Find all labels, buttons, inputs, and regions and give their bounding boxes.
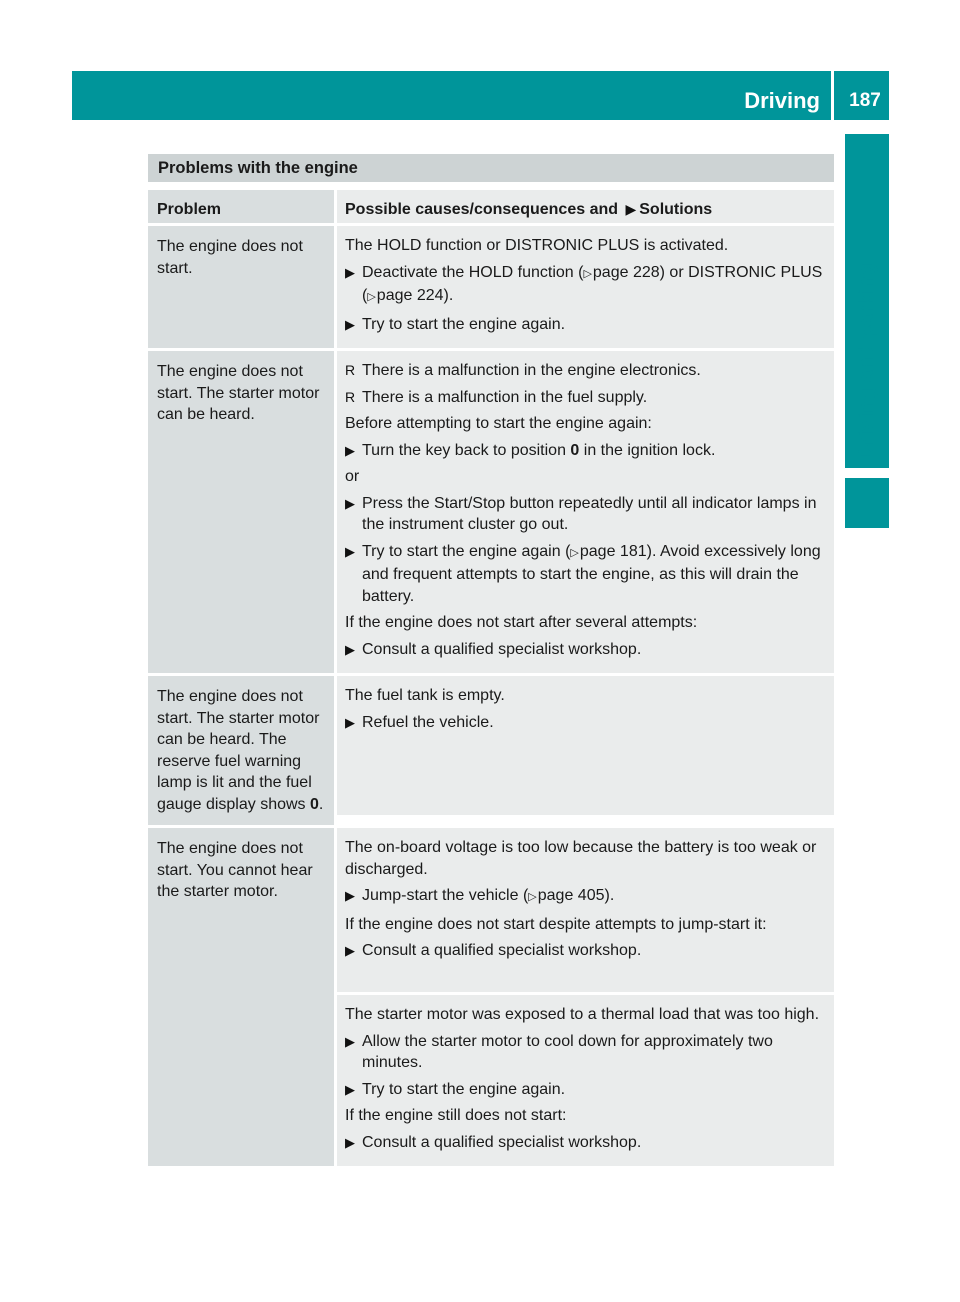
action-text	[362, 541, 828, 608]
cause-bullet-item	[345, 360, 828, 382]
action-item	[345, 1079, 828, 1101]
cause-text: The starter motor was exposed to a thermal load that was too high.	[345, 1006, 820, 1023]
cause-text: If the engine still does not start:	[345, 1107, 567, 1124]
cause-text: The fuel tank is empty.	[345, 687, 505, 704]
action-item	[345, 314, 828, 336]
bullet-icon: R	[345, 362, 356, 378]
solution-cell	[337, 226, 834, 348]
action-text	[362, 440, 828, 462]
action-text-part: page 224).	[376, 287, 454, 304]
table-row	[148, 226, 834, 348]
action-text-part: Try to start the engine again (	[362, 542, 571, 560]
solution-block	[337, 226, 834, 348]
action-text	[362, 1132, 828, 1154]
action-arrow-icon: ▶	[345, 543, 355, 559]
action-text-part: Try to start the engine again.	[362, 315, 566, 333]
action-text-part: Try to start the engine again.	[362, 1080, 566, 1098]
action-arrow-icon: ▶	[345, 943, 355, 958]
cause-text: The on-board voltage is too low because the battery is too weak or discharged.	[345, 839, 817, 878]
action-arrow-icon: ▶	[345, 442, 355, 458]
action-text	[362, 885, 828, 909]
cause-text: If the engine does not start after several attempts:	[345, 614, 698, 631]
cause-bullet-text: There is a malfunction in the engine electronics.	[362, 362, 701, 379]
cause-bullet-text: There is a malfunction in the fuel supply.	[362, 388, 648, 406]
problem-cell: The engine does not start. You cannot hear the starter motor.	[148, 828, 334, 1166]
problem-text: 0	[309, 795, 319, 813]
action-text-part: Consult a qualified specialist workshop.	[362, 942, 642, 959]
action-item	[345, 940, 828, 962]
problem-text: .	[318, 795, 324, 813]
table-header-row	[148, 190, 834, 223]
action-text	[362, 262, 828, 309]
page-ref-icon: ▷	[528, 891, 537, 903]
solution-block	[337, 676, 834, 815]
cause-text: or	[345, 468, 360, 485]
cause-text: Before attempting to start the engine again:	[345, 415, 652, 432]
solution-block	[337, 351, 834, 673]
action-text	[362, 940, 828, 962]
column-header-problem: Problem	[148, 190, 334, 223]
header-divider	[831, 71, 834, 120]
action-text-part: page 405).	[537, 887, 615, 904]
solution-cell	[337, 676, 834, 825]
action-arrow-icon: ▶	[625, 201, 637, 217]
solution-block	[337, 995, 834, 1166]
action-arrow-icon: ▶	[345, 495, 355, 511]
section-title: Driving	[744, 88, 820, 113]
cause-bullet-item	[345, 387, 828, 409]
solution-cell	[337, 828, 834, 1166]
action-text-part: Press the Start/Stop button repeatedly until all indicator lamps in the instrument cluster go out.	[362, 494, 817, 533]
column-header-solutions-suffix: Solutions	[639, 201, 713, 218]
table-row	[148, 828, 834, 1166]
column-header-solutions-prefix: Possible causes/consequences and	[345, 201, 619, 218]
solution-block	[337, 828, 834, 992]
action-item	[345, 493, 828, 536]
action-text	[362, 712, 828, 734]
action-item	[345, 440, 828, 462]
action-arrow-icon: ▶	[345, 714, 355, 730]
action-item	[345, 1132, 828, 1154]
solution-cell	[337, 351, 834, 673]
table-row	[148, 351, 834, 673]
action-text-part: Consult a qualified specialist workshop.	[362, 1133, 642, 1151]
problem-text: The engine does not start. The starter motor can be heard. The reserve fuel warning lamp is lit and the fuel gauge display shows	[157, 688, 320, 813]
action-arrow-icon: ▶	[345, 1134, 355, 1150]
problem-cell: The engine does not start. The starter motor can be heard.	[148, 351, 334, 673]
problem-cell	[148, 676, 334, 825]
action-item	[345, 1031, 828, 1074]
action-text	[362, 1031, 828, 1074]
side-tab-label: Driving and parking	[855, 262, 878, 460]
action-item	[345, 541, 828, 608]
action-arrow-icon: ▶	[345, 641, 355, 657]
action-arrow-icon: ▶	[345, 316, 355, 332]
page-ref-icon: ▷	[570, 546, 579, 559]
side-tab-marker	[845, 478, 889, 528]
action-arrow-icon: ▶	[345, 888, 355, 903]
cause-text: If the engine does not start despite attempts to jump-start it:	[345, 915, 767, 933]
action-text-part: Consult a qualified specialist workshop.	[362, 640, 642, 658]
action-text-part: page 181). Avoid excessively long and frequent attempts to start the engine, as this will drain the battery.	[362, 542, 821, 605]
action-text-part: in the ignition lock.	[579, 441, 716, 459]
action-item	[345, 885, 828, 909]
action-arrow-icon: ▶	[345, 1033, 355, 1049]
problem-cell: The engine does not start.	[148, 226, 334, 348]
action-text-part: Deactivate the HOLD function (	[362, 263, 584, 281]
action-text-part: Allow the starter motor to cool down for approximately two minutes.	[362, 1032, 773, 1071]
page-number: 187	[849, 90, 881, 111]
table-row	[148, 676, 834, 825]
action-text	[362, 639, 828, 661]
cause-text: The HOLD function or DISTRONIC PLUS is activated.	[345, 237, 729, 254]
action-item	[345, 262, 828, 309]
action-text-part: Turn the key back to position	[362, 441, 571, 459]
action-text-part: Jump-start the vehicle (	[362, 887, 529, 904]
action-item	[345, 639, 828, 661]
action-text-part: Refuel the vehicle.	[362, 713, 494, 731]
page-ref-icon: ▷	[367, 291, 376, 303]
action-text	[362, 314, 828, 336]
action-item	[345, 712, 828, 734]
action-text	[362, 1079, 828, 1101]
problems-table	[148, 154, 834, 1169]
action-text	[362, 493, 828, 536]
action-arrow-icon: ▶	[345, 1081, 355, 1097]
position-value: 0	[570, 441, 580, 459]
page-ref-icon: ▷	[583, 267, 592, 280]
bullet-icon: R	[345, 388, 356, 405]
table-title: Problems with the engine	[148, 154, 834, 182]
action-arrow-icon: ▶	[345, 264, 355, 280]
column-header-solutions	[337, 190, 834, 223]
action-text-part: page 228) or DISTRONIC PLUS (	[362, 263, 823, 304]
